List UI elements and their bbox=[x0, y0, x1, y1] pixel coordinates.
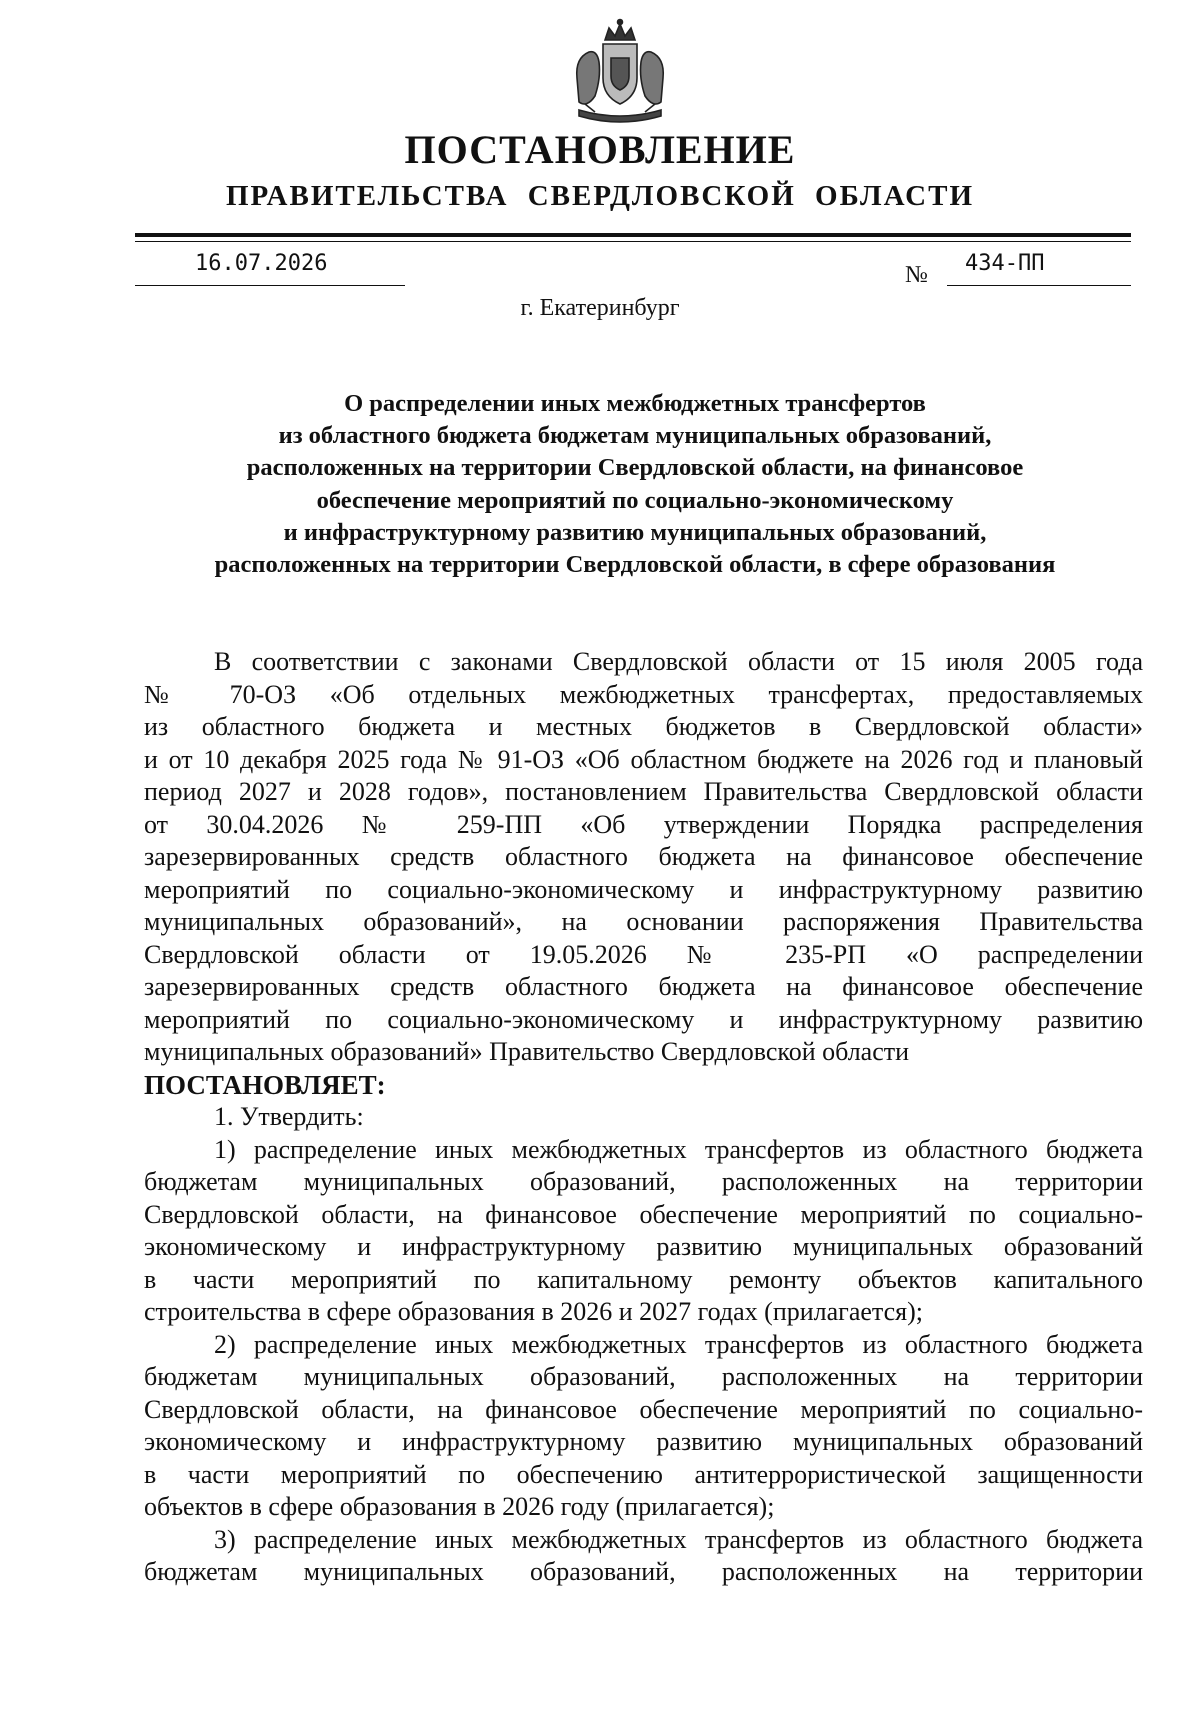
body-line: бюджетам муниципальных образований, расположенных на территории bbox=[144, 1362, 1143, 1391]
coat-of-arms-emblem bbox=[565, 18, 675, 128]
body-line: экономическому и инфраструктурному развитию муниципальных образований bbox=[144, 1427, 1143, 1456]
document-title: ПОСТАНОВЛЕНИЕ bbox=[404, 127, 796, 172]
header-divider-thick bbox=[135, 233, 1131, 237]
body-line: зарезервированных средств областного бюджета на финансовое обеспечение bbox=[144, 972, 1143, 1001]
body-line: из областного бюджета и местных бюджетов в Свердловской области» bbox=[144, 712, 1143, 741]
document-body bbox=[144, 646, 1143, 1589]
document-heading bbox=[130, 388, 1140, 581]
body-line: 1. Утвердить: bbox=[214, 1102, 364, 1131]
body-line: экономическому и инфраструктурному развитию муниципальных образований bbox=[144, 1232, 1143, 1261]
heading-line: из областного бюджета бюджетам муниципальных образований, bbox=[278, 422, 992, 450]
number-underline bbox=[947, 285, 1131, 286]
body-line: 1) распределение иных межбюджетных трансфертов из областного бюджета bbox=[214, 1134, 1143, 1164]
body-line: муниципальных образований» Правительство Свердловской области bbox=[144, 1037, 910, 1066]
document-number: 434-ПП bbox=[965, 251, 1045, 276]
body-line: № 70-ОЗ «Об отдельных межбюджетных трансфертах, предоставляемых bbox=[144, 679, 1143, 709]
body-line: Свердловской области от 19.05.2026 № 235-РП «О распределении bbox=[144, 939, 1143, 969]
heading-line: обеспечение мероприятий по социально-экономическому bbox=[316, 486, 954, 514]
body-line: в части мероприятий по капитальному ремонту объектов капитального bbox=[144, 1264, 1143, 1294]
body-line: от 30.04.2026 № 259-ПП «Об утверждении Порядка распределения bbox=[144, 809, 1143, 839]
body-line: объектов в сфере образования в 2026 году (прилагается); bbox=[144, 1492, 775, 1521]
body-line: В соответствии с законами Свердловской области от 15 июля 2005 года bbox=[214, 647, 1143, 676]
body-line: 3) распределение иных межбюджетных трансфертов из областного бюджета bbox=[214, 1524, 1143, 1554]
body-line: Свердловской области, на финансовое обеспечение мероприятий по социально- bbox=[144, 1199, 1143, 1229]
heading-line: и инфраструктурному развитию муниципальных образований, bbox=[283, 518, 987, 546]
body-line: строительства в сфере образования в 2026 и 2027 годах (прилагается); bbox=[144, 1297, 923, 1326]
document-date: 16.07.2026 bbox=[195, 251, 328, 276]
body-line: и от 10 декабря 2025 года № 91-ОЗ «Об областном бюджете на 2026 год и плановый bbox=[144, 744, 1143, 774]
body-line: 2) распределение иных межбюджетных трансфертов из областного бюджета bbox=[214, 1329, 1143, 1359]
body-line: мероприятий по социально-экономическому и инфраструктурному развитию bbox=[144, 1004, 1143, 1034]
body-line: бюджетам муниципальных образований, расположенных на территории bbox=[144, 1167, 1143, 1196]
body-line: бюджетам муниципальных образований, расположенных на территории bbox=[144, 1557, 1143, 1586]
heading-line: расположенных на территории Свердловской области, на финансовое bbox=[246, 454, 1024, 482]
body-line: период 2027 и 2028 годов», постановлением Правительства Свердловской области bbox=[144, 777, 1143, 806]
body-line: муниципальных образований», на основании распоряжения Правительства bbox=[144, 907, 1143, 936]
heading-line: расположенных на территории Свердловской области, в сфере образования bbox=[214, 551, 1056, 579]
header-divider-thin bbox=[135, 241, 1131, 242]
body-line: в части мероприятий по обеспечению антитеррористической защищенности bbox=[144, 1459, 1143, 1489]
number-label: № bbox=[905, 262, 928, 288]
heading-line: О распределении иных межбюджетных трансфертов bbox=[344, 390, 926, 417]
body-line: мероприятий по социально-экономическому и инфраструктурному развитию bbox=[144, 874, 1143, 904]
resolves-heading: ПОСТАНОВЛЯЕТ: bbox=[144, 1069, 386, 1100]
document-subtitle: ПРАВИТЕЛЬСТВА СВЕРДЛОВСКОЙ ОБЛАСТИ bbox=[225, 180, 975, 212]
body-line: зарезервированных средств областного бюджета на финансовое обеспечение bbox=[144, 842, 1143, 871]
document-city: г. Екатеринбург bbox=[520, 295, 680, 321]
date-underline bbox=[135, 285, 405, 286]
body-line: Свердловской области, на финансовое обеспечение мероприятий по социально- bbox=[144, 1394, 1143, 1424]
